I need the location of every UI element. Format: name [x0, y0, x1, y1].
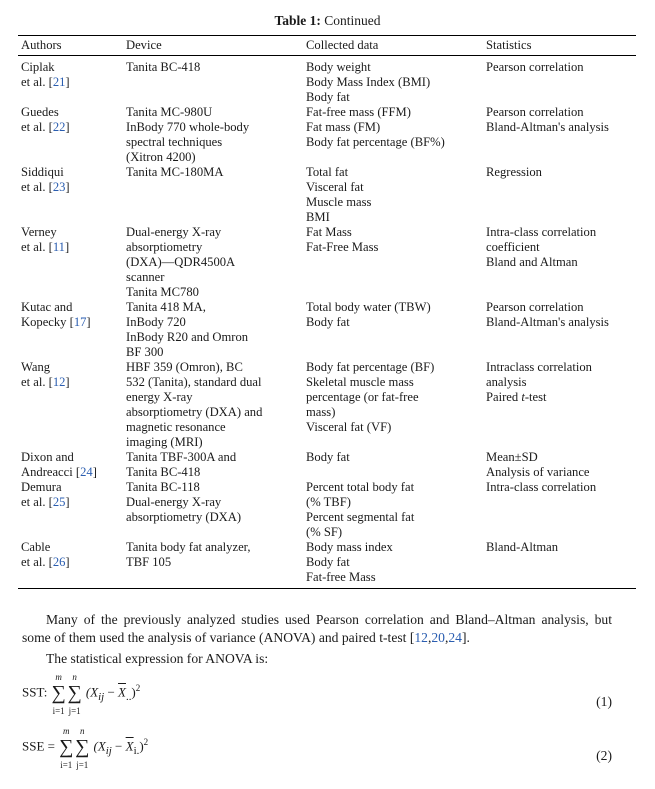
table-row	[18, 225, 636, 300]
cell-line: InBody 770 whole-body	[126, 120, 250, 134]
equation-sse	[22, 726, 612, 780]
cell-line: Body fat	[306, 555, 350, 569]
cell-statistics	[483, 540, 636, 589]
cell-line: Body fat percentage (BF%)	[306, 135, 445, 149]
citation-link[interactable]: 17	[73, 315, 87, 329]
paragraph-anova-intro: The statistical expression for ANOVA is:	[46, 651, 269, 666]
sum-symbol: ∑ m i=1	[51, 682, 67, 705]
cell-line: Tanita BC-418	[126, 465, 201, 479]
cell-line: Body Mass Index (BMI)	[306, 75, 431, 89]
table-row	[18, 165, 636, 225]
cell-statistics	[483, 225, 636, 300]
cell-collected-data	[303, 105, 483, 165]
cell-authors	[18, 540, 123, 589]
cell-line: Fat-free mass (FFM)	[306, 105, 411, 119]
cell-line: Total fat	[306, 165, 349, 179]
cell-line: mass)	[306, 405, 336, 419]
cell-line: analysis	[486, 375, 527, 389]
cell-line: Kutac and	[21, 300, 73, 314]
cell-line: Total body water (TBW)	[306, 300, 431, 314]
cell-device	[123, 540, 303, 589]
cell-line: Body fat	[306, 90, 350, 104]
cell-line: Body fat	[306, 450, 350, 464]
cell-statistics	[483, 165, 636, 225]
cell-line: (DXA)—QDR4500A	[126, 255, 236, 269]
cell-collected-data	[303, 360, 483, 450]
citation-link[interactable]: 26	[52, 555, 66, 569]
cell-line: Body fat	[306, 315, 350, 329]
sum-lower: i=1	[60, 760, 73, 770]
cell-line: Tanita BC-118	[126, 480, 200, 494]
cell-collected-data	[303, 450, 483, 480]
cell-line: BF 300	[126, 345, 164, 359]
table-header-row	[18, 36, 636, 56]
header-authors: Authors	[18, 36, 123, 56]
sum-upper: m	[62, 726, 70, 736]
cell-line: 532 (Tanita), standard dual	[126, 375, 262, 389]
citation-link[interactable]: 23	[52, 180, 66, 194]
cell-line: Pearson correlation	[486, 105, 584, 119]
cell-device	[123, 300, 303, 360]
cell-line: Analysis of variance	[486, 465, 590, 479]
table-row	[18, 540, 636, 589]
citation-link[interactable]: 20	[431, 630, 445, 645]
citation-link[interactable]: 22	[52, 120, 66, 134]
cell-device	[123, 225, 303, 300]
cell-line: Body weight	[306, 60, 371, 74]
table-row	[18, 450, 636, 480]
sum-lower: j=1	[76, 760, 89, 770]
citation-link[interactable]: 11	[52, 240, 65, 254]
cell-authors	[18, 56, 123, 106]
cell-line: scanner	[126, 270, 165, 284]
cell-line: Kopecky [17]	[21, 315, 91, 329]
equation-mean: $\overline{X}$	[118, 684, 126, 700]
citation-link[interactable]: 12	[52, 375, 66, 389]
citation-link[interactable]: 12	[414, 630, 428, 645]
sum-upper: m	[55, 672, 62, 682]
paragraph-methods: Many of the previously analyzed studies used Pearson correlation and Bland–Altman analysis, but some of them used the analysis of variance (ANOVA) and paired t-test [12,20,24].	[22, 612, 612, 645]
cell-device	[123, 450, 303, 480]
equation-sub: ij	[98, 691, 105, 704]
caption-label: Table 1:	[274, 13, 321, 28]
sum-symbol: ∑ n j=1	[74, 736, 90, 759]
cell-line: Wang	[21, 360, 51, 374]
paragraph-text-end: ].	[461, 630, 470, 645]
cell-line: Body fat percentage (BF)	[306, 360, 435, 374]
cell-line: spectral techniques	[126, 135, 223, 149]
cell-line: Siddiqui	[21, 165, 64, 179]
header-collected-data: Collected data	[303, 36, 483, 56]
cell-line: Fat-Free Mass	[306, 240, 379, 254]
cell-line: absorptiometry	[126, 240, 203, 254]
cell-line: (% TBF)	[306, 495, 351, 509]
sum-upper: n	[72, 672, 77, 682]
sum-lower: i=1	[52, 706, 65, 716]
cell-line: HBF 359 (Omron), BC	[126, 360, 243, 374]
cell-collected-data	[303, 480, 483, 540]
equation-lhs: SSE =	[22, 738, 55, 754]
cell-statistics	[483, 480, 636, 540]
cell-line: magnetic resonance	[126, 420, 226, 434]
cell-line: imaging (MRI)	[126, 435, 203, 449]
table-body	[18, 56, 636, 589]
cell-line: Fat-free Mass	[306, 570, 376, 584]
cell-line: Percent segmental fat	[306, 510, 415, 524]
equation-term: (X	[93, 738, 106, 754]
header-statistics: Statistics	[483, 36, 636, 56]
cell-line: Percent total body fat	[306, 480, 415, 494]
cell-line: Dixon and	[21, 450, 74, 464]
sum-upper: n	[79, 726, 85, 736]
cell-line: Skeletal muscle mass	[306, 375, 414, 389]
table-row	[18, 300, 636, 360]
cell-authors	[18, 105, 123, 165]
cell-collected-data	[303, 165, 483, 225]
cell-line: Ciplak	[21, 60, 55, 74]
cell-line: Visceral fat	[306, 180, 364, 194]
cell-line: (% SF)	[306, 525, 343, 539]
cell-line: Intra-class correlation	[486, 225, 597, 239]
equation-mean-sub: ..	[125, 691, 132, 704]
caption-text: Continued	[324, 13, 381, 28]
equation-mean-sub: i.	[133, 745, 140, 758]
equation-mean: $\overline{X}$	[125, 738, 134, 754]
cell-line: Body mass index	[306, 540, 393, 554]
cell-line: BMI	[306, 210, 330, 224]
cell-collected-data	[303, 300, 483, 360]
equation-minus: −	[104, 684, 119, 700]
cell-line: et al. [12]	[21, 375, 70, 389]
cell-device	[123, 165, 303, 225]
cell-device	[123, 56, 303, 106]
cell-line: Tanita MC-180MA	[126, 165, 224, 179]
cell-line: Pearson correlation	[486, 60, 584, 74]
sum-lower: j=1	[68, 706, 81, 716]
equation-body	[22, 672, 141, 716]
cell-line: et al. [11]	[21, 240, 70, 254]
cell-line: TBF 105	[126, 555, 172, 569]
cell-line: Intra-class correlation	[486, 480, 597, 494]
cell-statistics	[483, 105, 636, 165]
equation-number: (1)	[596, 694, 612, 709]
studies-table	[18, 35, 636, 589]
cell-line: Demura	[21, 480, 62, 494]
cell-statistics	[483, 450, 636, 480]
cell-device	[123, 105, 303, 165]
cell-authors	[18, 225, 123, 300]
cell-line: Bland-Altman's analysis	[486, 315, 609, 329]
equation-number: (2)	[596, 748, 612, 763]
cell-collected-data	[303, 540, 483, 589]
cell-line: absorptiometry (DXA)	[126, 510, 242, 524]
cell-line: Regression	[486, 165, 542, 179]
equation-term: (X	[85, 684, 99, 700]
cell-line: absorptiometry (DXA) and	[126, 405, 263, 419]
equation-lhs: SST:	[22, 684, 48, 700]
cell-authors	[18, 360, 123, 450]
header-device: Device	[123, 36, 303, 56]
cell-line: Tanita MC780	[126, 285, 199, 299]
cell-line: Tanita MC-980U	[126, 105, 213, 119]
cell-collected-data	[303, 225, 483, 300]
equation-close: )	[131, 684, 136, 700]
cell-line: Guedes	[21, 105, 59, 119]
cell-line: et al. [21]	[21, 75, 70, 89]
cell-authors	[18, 165, 123, 225]
cell-statistics	[483, 300, 636, 360]
cell-line: Tanita BC-418	[126, 60, 201, 74]
cell-line: Paired t-test	[486, 390, 547, 404]
cell-line: InBody 720	[126, 315, 186, 329]
equation-body	[22, 726, 149, 770]
sum-symbol: ∑ n j=1	[67, 682, 83, 705]
cell-line: coefficient	[486, 240, 540, 254]
cell-authors	[18, 450, 123, 480]
cell-statistics	[483, 56, 636, 106]
cell-line: Bland and Altman	[486, 255, 578, 269]
sum-symbol: ∑ m i=1	[58, 736, 74, 759]
cell-line: Andreacci [24]	[21, 465, 97, 479]
table-caption	[0, 13, 655, 29]
equation-sst	[22, 672, 612, 726]
cell-line: percentage (or fat-free	[306, 390, 419, 404]
cell-line: Pearson correlation	[486, 300, 584, 314]
cell-line: Dual-energy X-ray	[126, 495, 222, 509]
citation-link[interactable]: 21	[52, 75, 66, 89]
cell-authors	[18, 300, 123, 360]
table-row	[18, 56, 636, 106]
cell-statistics	[483, 360, 636, 450]
table-row	[18, 105, 636, 165]
cell-line: energy X-ray	[126, 390, 193, 404]
cell-line: Tanita body fat analyzer,	[126, 540, 251, 554]
cell-line: Mean±SD	[486, 450, 538, 464]
cell-line: InBody R20 and Omron	[126, 330, 249, 344]
equation-power: 2	[135, 683, 141, 694]
equation-minus: −	[111, 738, 126, 754]
cell-line: Tanita TBF-300A and	[126, 450, 237, 464]
citation-link[interactable]: 25	[52, 495, 66, 509]
cell-line: Visceral fat (VF)	[306, 420, 392, 434]
equation-sub: ij	[105, 745, 112, 758]
cell-line: Verney	[21, 225, 57, 239]
cell-device	[123, 480, 303, 540]
cell-collected-data	[303, 56, 483, 106]
cell-line: Fat mass (FM)	[306, 120, 381, 134]
cell-line: (Xitron 4200)	[126, 150, 196, 164]
citation-link[interactable]: 24	[80, 465, 93, 479]
cell-device	[123, 360, 303, 450]
cell-line: et al. [23]	[21, 180, 70, 194]
citation-link[interactable]: 24	[448, 630, 462, 645]
cell-line: Tanita 418 MA,	[126, 300, 206, 314]
cell-line: Bland-Altman	[486, 540, 559, 554]
cell-line: Bland-Altman's analysis	[486, 120, 609, 134]
equation-power: 2	[143, 737, 149, 748]
cell-line: et al. [26]	[21, 555, 70, 569]
cell-line: Cable	[21, 540, 51, 554]
equation-close: )	[139, 738, 144, 754]
cell-line: et al. [25]	[21, 495, 70, 509]
cell-authors	[18, 480, 123, 540]
table-row	[18, 480, 636, 540]
table-row	[18, 360, 636, 450]
cell-line: Dual-energy X-ray	[126, 225, 222, 239]
cell-line: Intraclass correlation	[486, 360, 592, 374]
cell-line: Fat Mass	[306, 225, 352, 239]
paragraph-text: Many of the previously analyzed studies used Pearson correlation and Bland–Altman analysis, but some of them used the analysis of variance (ANOVA) and paired t-test [	[22, 612, 612, 645]
cell-line: et al. [22]	[21, 120, 70, 134]
cell-line: Muscle mass	[306, 195, 372, 209]
